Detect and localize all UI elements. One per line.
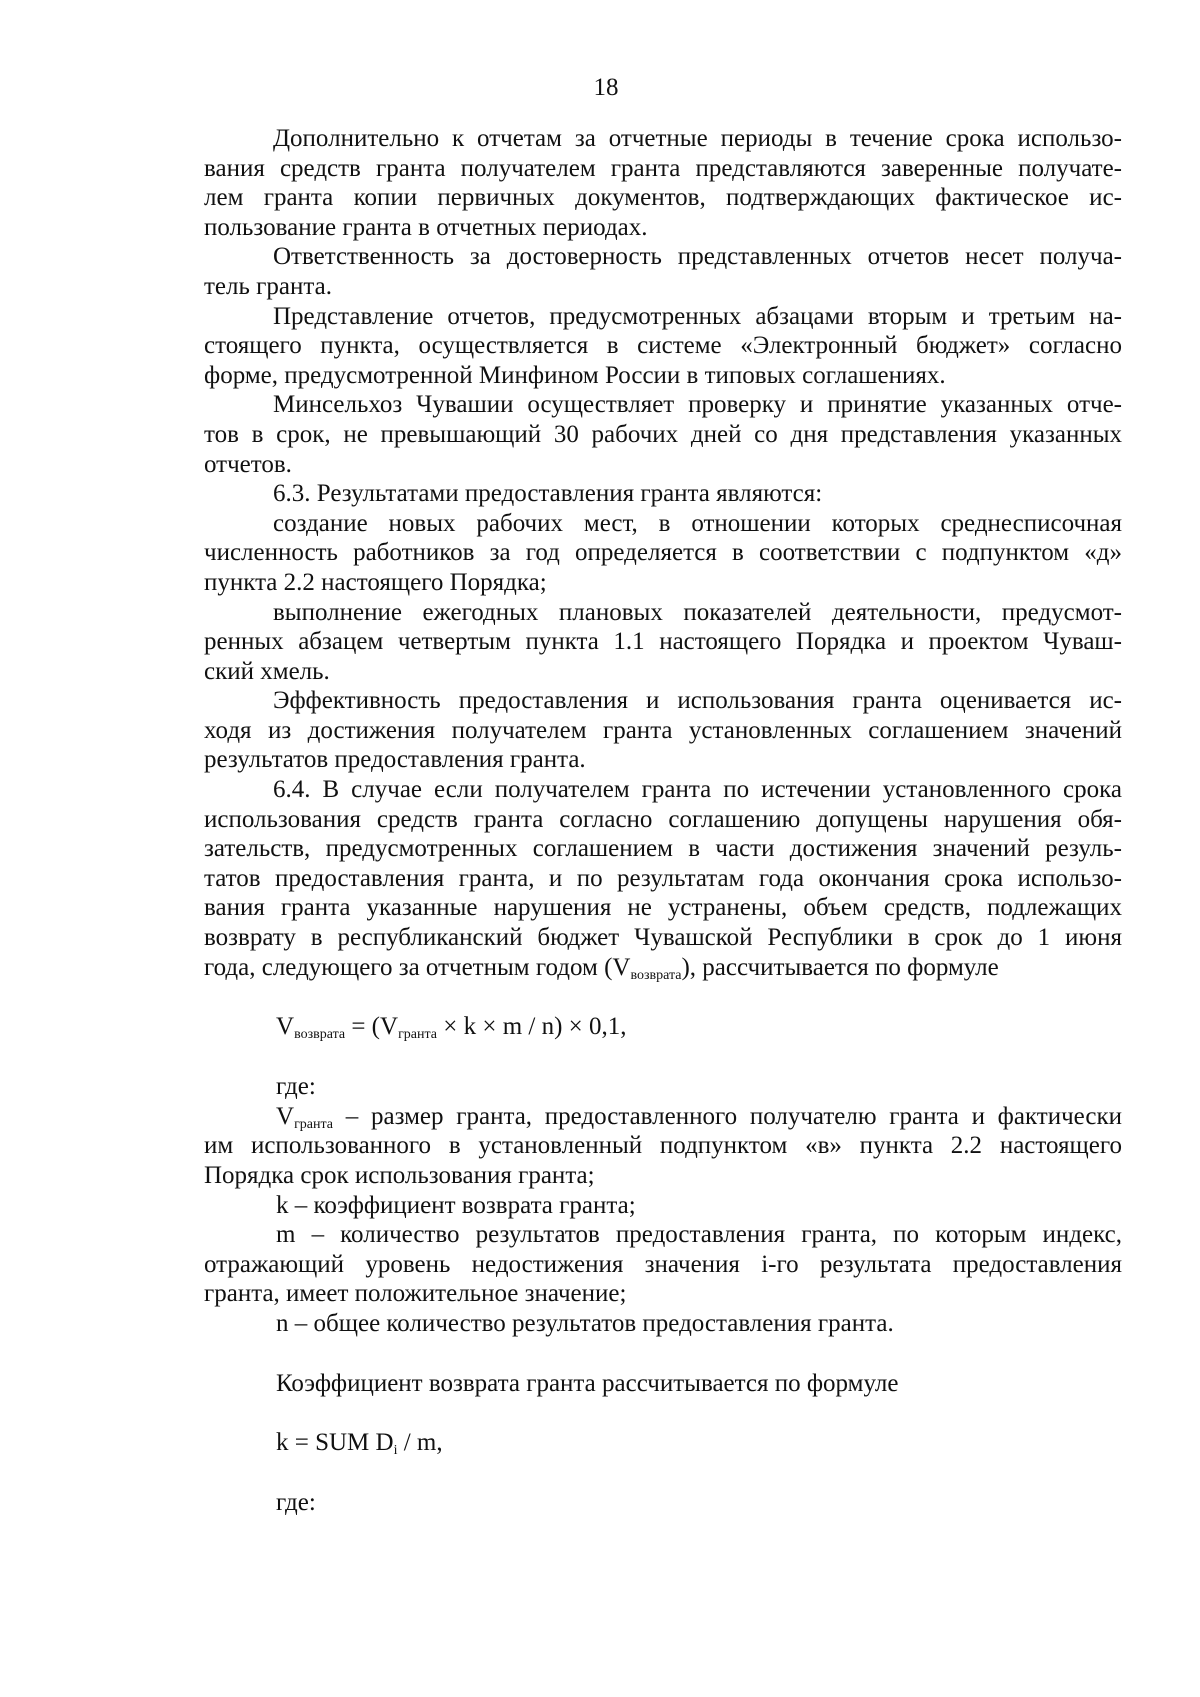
paragraph-line: тель гранта. (204, 272, 332, 300)
formula-var: V (276, 1013, 295, 1041)
paragraph-line: создание новых рабочих мест, в отношении которых среднесписочная (273, 509, 1122, 537)
paragraph-line: тов в срок, не превышающий 30 рабочих дней со дня представления указанных (204, 420, 1122, 448)
formula-part: × k × m / n) × 0,1, (437, 1013, 627, 1041)
paragraph-line: зательств, предусмотренных соглашением в части достижения значений резуль- (204, 835, 1122, 863)
section-6-4-line: 6.4. В случае если получателем гранта по истечении установленного срока (273, 776, 1122, 804)
paragraph-line: отчетов. (204, 450, 292, 478)
text-fragment: года, следующего за отчетным годом (V (204, 953, 631, 981)
definition-m: m – количество результатов предоставления гранта, по которым индекс, (276, 1221, 1122, 1249)
paragraph-line: возврату в республиканский бюджет Чувашской Республики в срок до 1 июня (204, 924, 1122, 952)
subscript: возврата (630, 967, 682, 983)
paragraph-line: ходя из достижения получателем гранта установленных соглашением значений (204, 716, 1122, 744)
paragraph-line: форме, предусмотренной Минфином России в типовых соглашениях. (204, 361, 946, 389)
paragraph-line: татов предоставления гранта, и по результатам года окончания срока использо- (204, 864, 1122, 892)
formula-part: / m, (397, 1429, 443, 1457)
where-label: где: (276, 1489, 316, 1517)
subscript: гранта (294, 1116, 334, 1132)
paragraph-line: ский хмель. (204, 657, 330, 685)
document-body (204, 124, 1122, 1518)
formula-return-volume (204, 1012, 1122, 1042)
paragraph-line: Ответственность за достоверность представленных отчетов несет получа- (273, 243, 1122, 271)
formula-part: = (V (345, 1013, 399, 1041)
text-fragment: – размер гранта, предоставленного получателю гранта и фактически (333, 1102, 1122, 1130)
paragraph-line: Дополнительно к отчетам за отчетные периоды в течение срока использо- (273, 125, 1122, 152)
paragraph-line: отражающий уровень недостижения значения i-го результата предоставления (204, 1250, 1122, 1278)
paragraph-line: ренных абзацем четвертым пункта 1.1 настоящего Порядка и проектом Чуваш- (204, 628, 1122, 656)
coefficient-intro: Коэффициент возврата гранта рассчитывается по формуле (276, 1369, 899, 1397)
text-fragment: ), рассчитывается по формуле (681, 953, 999, 981)
definition-n: n – общее количество результатов предоставления гранта. (276, 1309, 894, 1337)
paragraph-line: численность работников за год определяется в соответствии с подпунктом «д» (204, 539, 1122, 567)
paragraph-line-with-subscript (204, 953, 1122, 983)
formula-coefficient (204, 1428, 1122, 1458)
paragraph-line: лем гранта копии первичных документов, подтверждающих фактическое ис- (204, 184, 1122, 212)
paragraph-line: им использованного в установленный подпунктом «в» пункта 2.2 настоящего (204, 1132, 1122, 1160)
paragraph-line: пункта 2.2 настоящего Порядка; (204, 568, 547, 596)
paragraph-line: пользование гранта в отчетных периодах. (204, 213, 648, 241)
paragraph-line: выполнение ежегодных плановых показателей деятельности, предусмот- (273, 598, 1122, 626)
page-number: 18 (593, 74, 619, 101)
paragraph-line: использования средств гранта согласно соглашению допущены нарушения обя- (204, 805, 1122, 833)
paragraph-line: вания гранта указанные нарушения не устранены, объем средств, подлежащих (204, 894, 1122, 922)
paragraph-line: гранта, имеет положительное значение; (204, 1280, 627, 1308)
paragraph-line: вания средств гранта получателем гранта представляются заверенные получате- (204, 154, 1122, 182)
definition-k: k – коэффициент возврата гранта; (276, 1191, 636, 1219)
formula-part: k = SUM D (276, 1429, 394, 1457)
paragraph-line: Порядка срок использования гранта; (204, 1162, 595, 1189)
subscript: i (393, 1443, 398, 1459)
paragraph-line: результатов предоставления гранта. (204, 746, 586, 774)
formula-var: V (276, 1102, 295, 1130)
subscript: возврата (294, 1027, 346, 1043)
paragraph-line: стоящего пункта, осуществляется в системе «Электронный бюджет» согласно (204, 332, 1122, 360)
paragraph-line: Представление отчетов, предусмотренных абзацами вторым и третьим на- (273, 302, 1122, 330)
paragraph-line: Минсельхоз Чувашии осуществляет проверку и принятие указанных отче- (273, 391, 1122, 419)
section-heading-6-3: 6.3. Результатами предоставления гранта являются: (273, 480, 823, 508)
subscript: гранта (398, 1027, 438, 1043)
paragraph-line: Эффективность предоставления и использования гранта оценивается ис- (273, 687, 1122, 715)
definition-v-grant (204, 1102, 1122, 1132)
where-label: где: (276, 1073, 316, 1101)
